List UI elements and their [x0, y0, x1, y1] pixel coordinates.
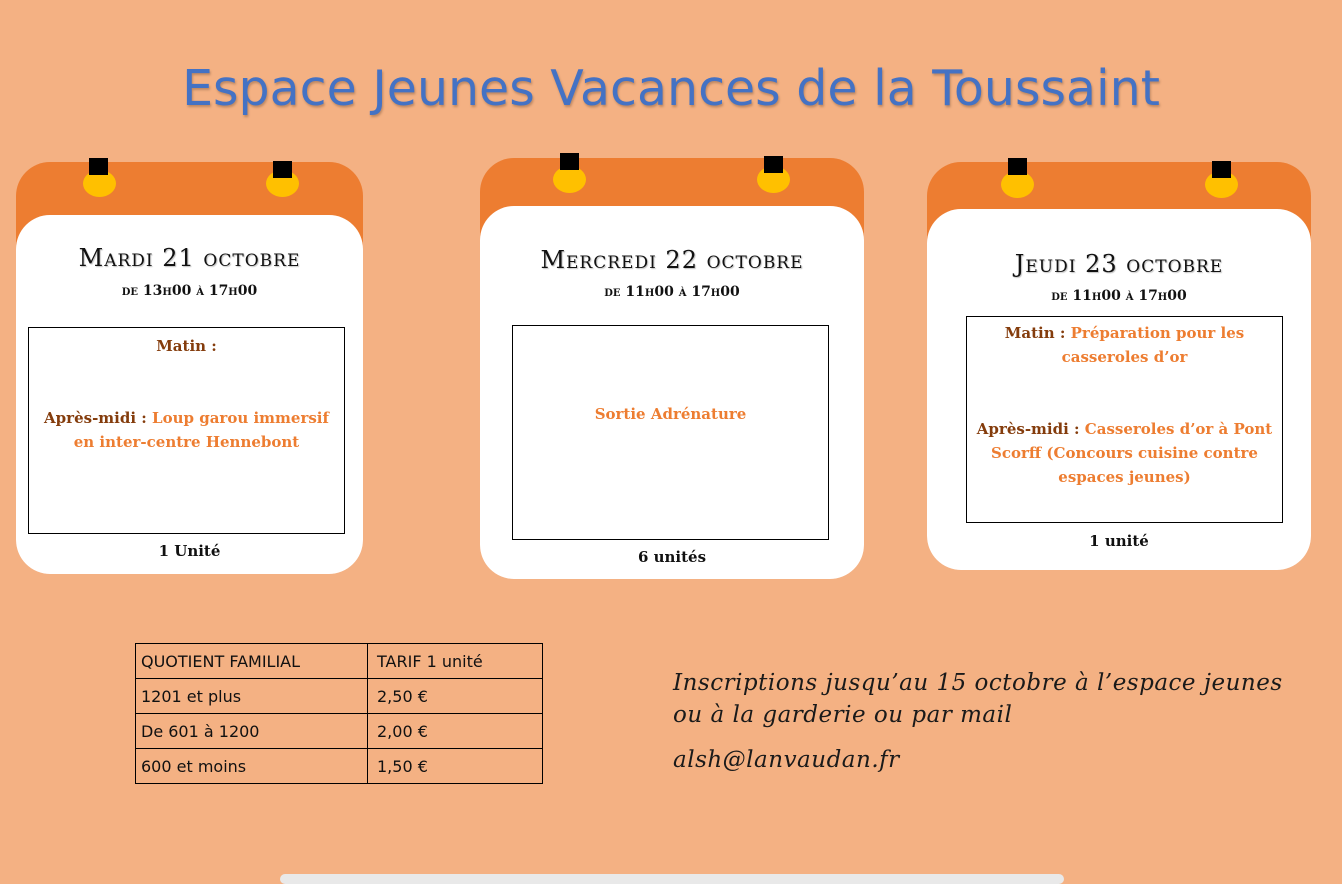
units-label: 1 unité	[1089, 532, 1149, 550]
table-cell: 2,00 €	[368, 714, 543, 749]
program-box	[512, 325, 829, 540]
units-label: 1 Unité	[158, 542, 221, 560]
afternoon-label: Après-midi :	[44, 409, 147, 427]
binder-clip-icon	[560, 153, 579, 170]
binder-ring-icon	[1001, 171, 1034, 198]
morning-line	[975, 321, 1274, 369]
day-title: Mercredi 22 octobre	[540, 246, 804, 274]
afternoon-label: Après-midi :	[976, 420, 1080, 438]
table-cell: 600 et moins	[136, 749, 368, 784]
table-cell: 2,50 €	[368, 679, 543, 714]
morning-activity: Préparation pour les casseroles d’or	[1061, 324, 1245, 366]
table-row	[136, 749, 543, 784]
binder-ring-icon	[553, 166, 586, 193]
page-title: Espace Jeunes Vacances de la Toussaint	[182, 60, 1160, 117]
table-row	[136, 714, 543, 749]
morning-line	[37, 334, 336, 358]
table-cell: 1,50 €	[368, 749, 543, 784]
inscription-line-1: Inscriptions jusqu’au 15 octobre à l’espace jeunes	[673, 670, 1283, 696]
day-card-tuesday	[16, 162, 363, 574]
day-hours: de 11h00 à 17h00	[1051, 288, 1187, 304]
binder-clip-icon	[1008, 158, 1027, 175]
day-title: Mardi 21 octobre	[78, 244, 301, 272]
table-cell: 1201 et plus	[136, 679, 368, 714]
program-box	[28, 327, 345, 534]
table-row	[136, 679, 543, 714]
afternoon-activity: Casseroles d’or à Pont Scorff (Concours cuisine contre espaces jeunes)	[991, 420, 1273, 486]
tarif-table	[135, 643, 543, 784]
header-cell: QUOTIENT FAMILIAL	[136, 644, 368, 679]
day-card-wednesday	[480, 158, 864, 579]
binder-clip-icon	[1212, 161, 1231, 178]
binder-clip-icon	[89, 158, 108, 175]
table-header-row	[136, 644, 543, 679]
program-box	[966, 316, 1283, 523]
table-cell: De 601 à 1200	[136, 714, 368, 749]
inscription-line-2: ou à la garderie ou par mail	[673, 702, 1013, 728]
afternoon-activity: Loup garou immersif en inter-centre Hennebont	[73, 409, 329, 451]
scrollbar[interactable]	[280, 874, 1064, 884]
day-hours: de 13h00 à 17h00	[121, 283, 258, 299]
binder-clip-icon	[273, 161, 292, 178]
afternoon-line	[975, 417, 1274, 489]
day-card-thursday	[927, 162, 1311, 570]
morning-label: Matin :	[1004, 324, 1066, 342]
day-title: Jeudi 23 octobre	[1014, 250, 1224, 278]
afternoon-line	[37, 406, 336, 454]
units-label: 6 unités	[637, 548, 707, 566]
morning-label: Matin :	[156, 337, 217, 355]
contact-email[interactable]: alsh@lanvaudan.fr	[673, 747, 900, 773]
day-hours: de 11h00 à 17h00	[604, 284, 740, 300]
binder-clip-icon	[764, 156, 783, 173]
header-cell: TARIF 1 unité	[368, 644, 543, 679]
activity: Sortie Adrénature	[594, 405, 747, 423]
